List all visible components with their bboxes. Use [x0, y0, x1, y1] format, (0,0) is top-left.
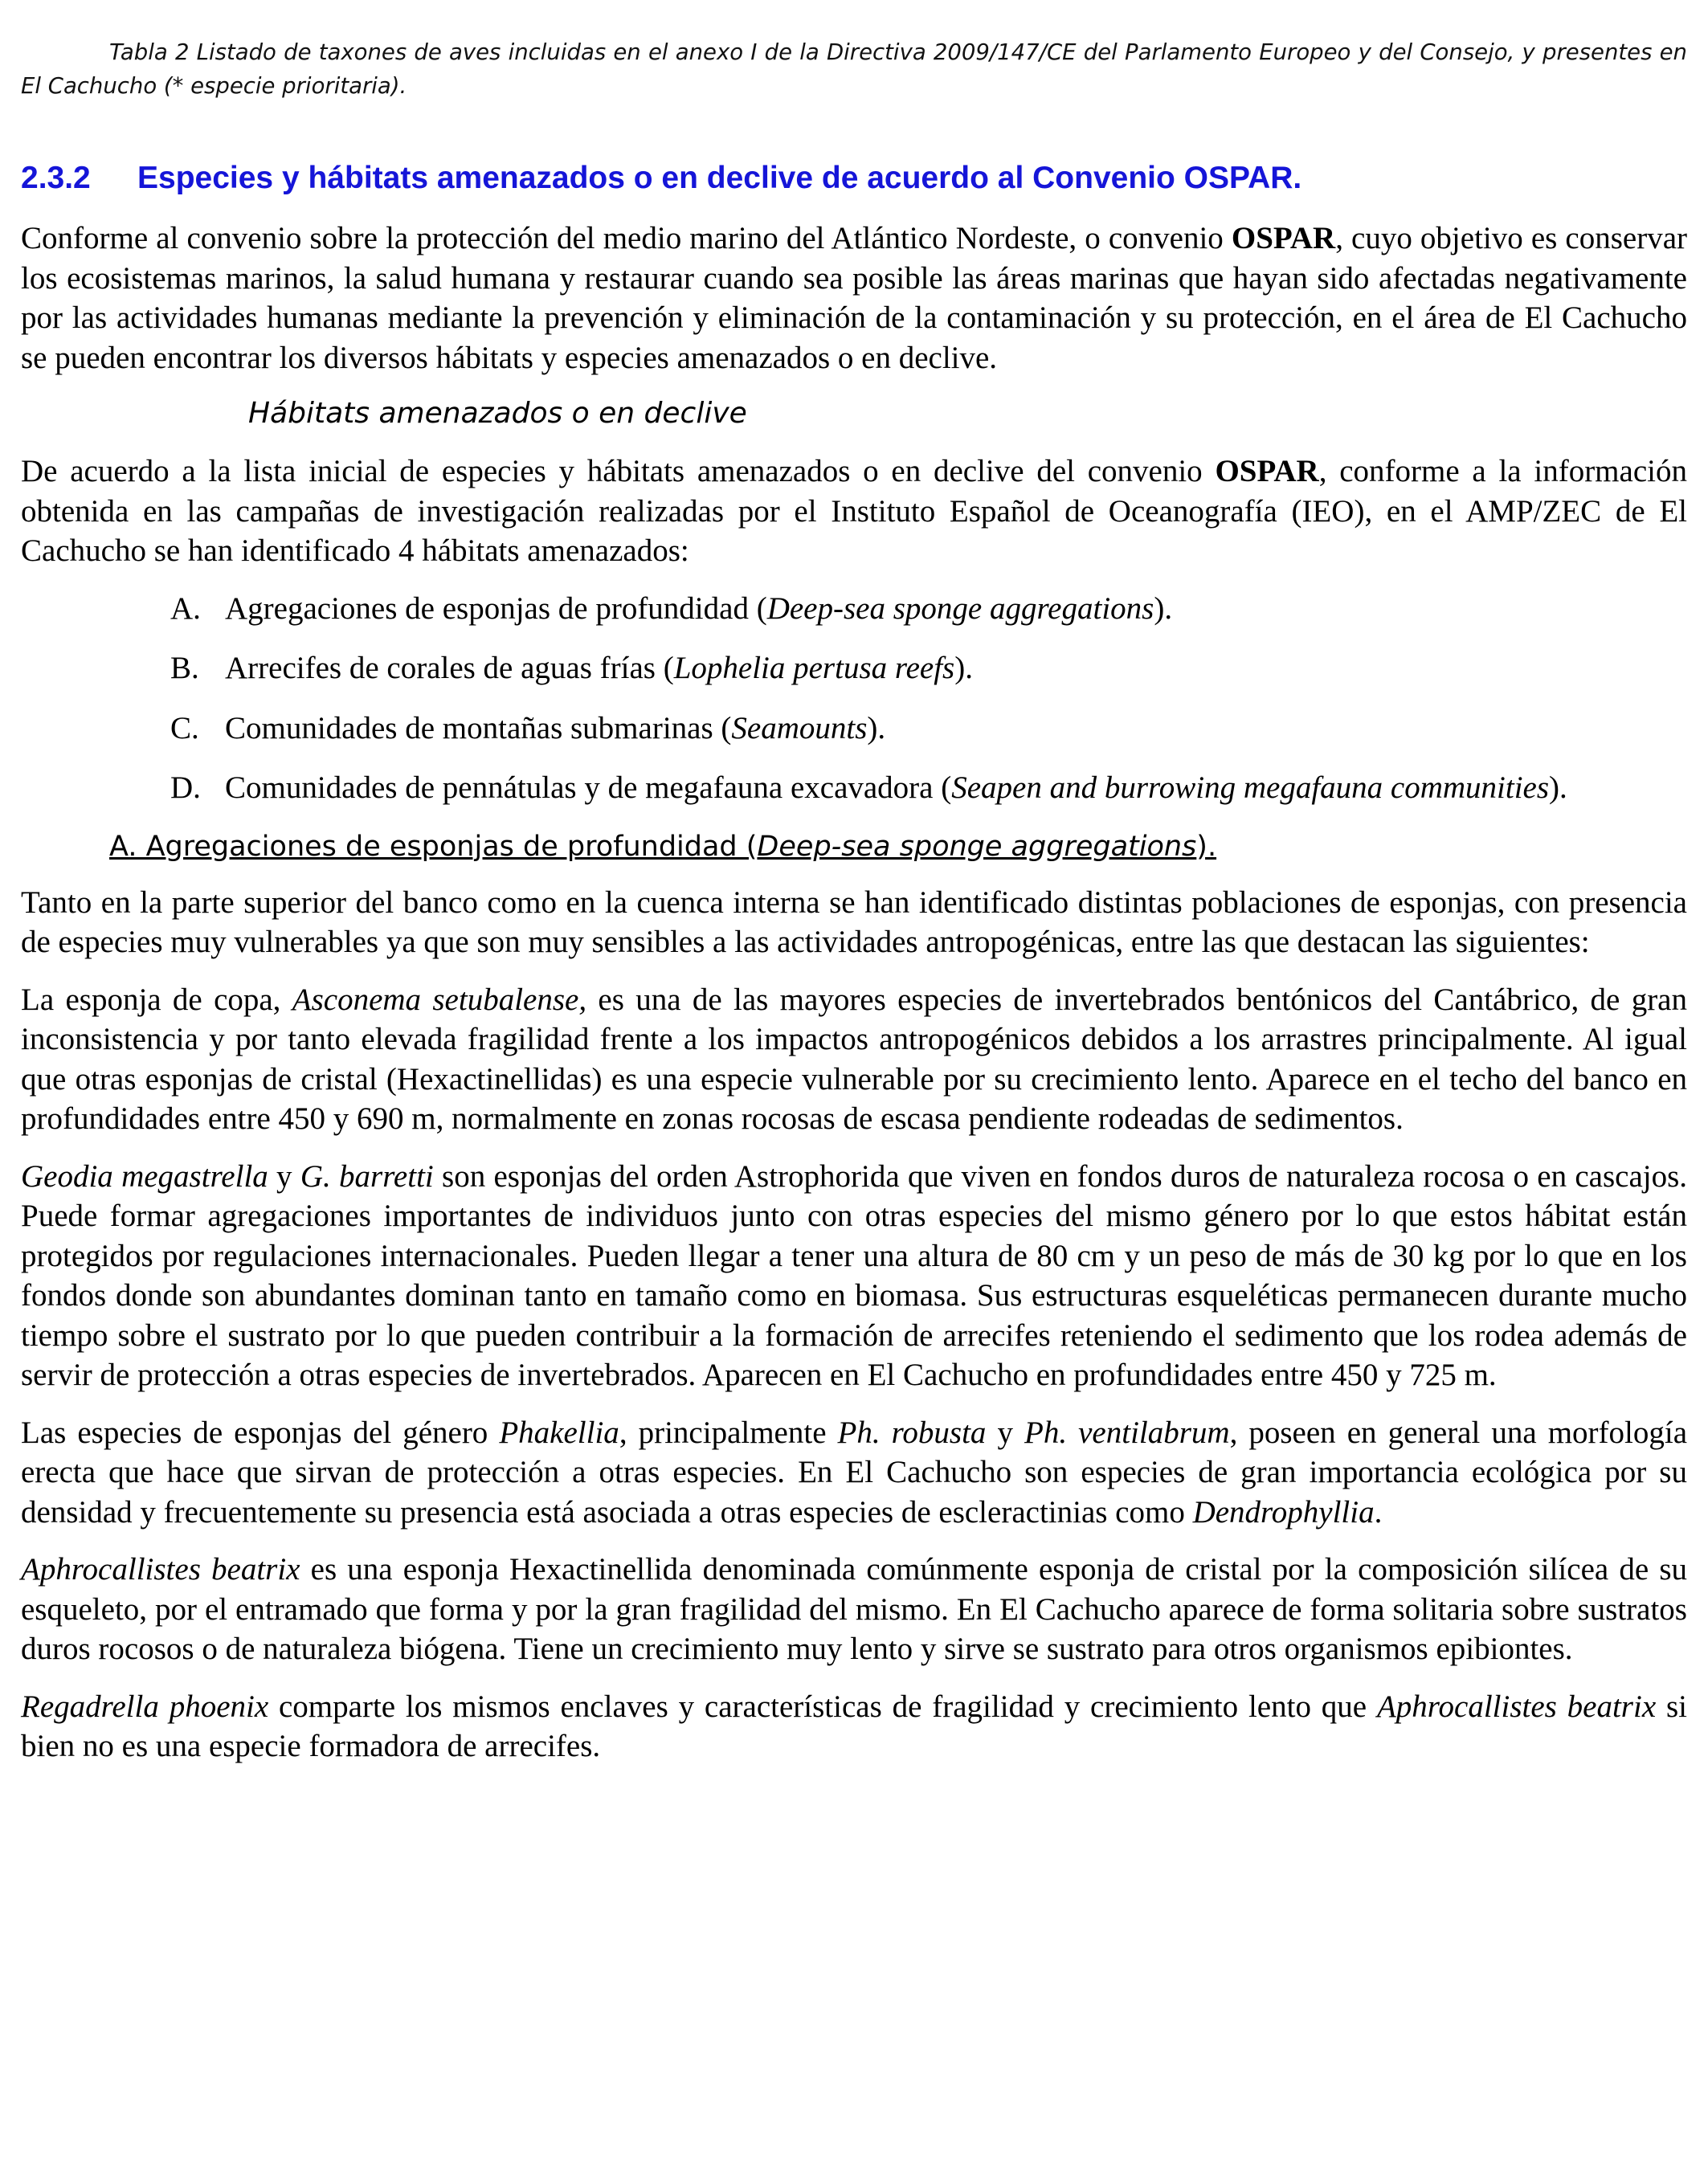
habitat-latin: Deep-sea sponge aggregations	[766, 590, 1154, 626]
habitat-item	[170, 589, 1687, 629]
habitat-end: ).	[1549, 770, 1567, 805]
habitat-item	[170, 648, 1687, 688]
species-name: Asconema setubalense,	[292, 982, 587, 1017]
intro-paragraph	[21, 219, 1687, 378]
species-name: G. barretti	[300, 1158, 434, 1194]
intro-text-1: Conforme al convenio sobre la protección del medio marino del Atlántico Nordeste, o convenio	[21, 221, 1232, 255]
habitat-item	[170, 709, 1687, 749]
habitat-latin: Lophelia pertusa reefs	[673, 651, 955, 685]
text-run: Las especies de esponjas del género	[21, 1415, 500, 1450]
species-name: Regadrella phoenix	[21, 1689, 269, 1724]
habitats-intro-paragraph	[21, 451, 1687, 571]
text-run: es una esponja Hexactinellida denominada comúnmente esponja de cristal por la composición silícea de su esqueleto, por el entramado que forma y por la gran fragilidad del mismo. En El Cachucho aparece de forma solitaria sobre sustratos duros rocosos o de naturaleza biógena. Tiene un crecimiento muy lento y sirve se sustrato para otros organismos epibiontes.	[21, 1552, 1687, 1666]
habitat-label: Comunidades de montañas submarinas (	[225, 710, 732, 745]
habitat-a-heading-text: A. Agregaciones de esponjas de profundidad (	[109, 830, 758, 863]
habitat-letter: B.	[170, 651, 199, 685]
habitats-intro-ospar: OSPAR	[1215, 454, 1319, 488]
habitat-a-heading	[109, 828, 1687, 865]
habitats-intro-text-1: De acuerdo a la lista inicial de especies y hábitats amenazados o en declive del convenio	[21, 454, 1216, 488]
habitats-subheading: Hábitats amenazados o en declive	[248, 397, 747, 430]
section-heading	[21, 159, 1687, 198]
habitat-end: ).	[867, 710, 886, 745]
habitat-text	[225, 648, 1687, 688]
habitat-a-heading-latin: Deep-sea sponge aggregations	[757, 830, 1197, 863]
species-name: Aphrocallistes beatrix	[21, 1552, 300, 1587]
species-name: Phakellia	[499, 1415, 619, 1450]
habitat-end: ).	[1154, 590, 1173, 626]
species-name: Geodia megastrella	[21, 1158, 268, 1194]
text-run: comparte los mismos enclaves y características de fragilidad y crecimiento lento que	[268, 1689, 1377, 1724]
habitat-letter: A.	[170, 590, 201, 626]
habitat-item	[170, 768, 1687, 808]
sponges-intro-paragraph: Tanto en la parte superior del banco como en la cuenca interna se han identificado distintas poblaciones de esponjas, con presencia de especies muy vulnerables ya que son muy sensibles a las actividades antropogénicas, entre las que destacan las siguientes:	[21, 884, 1687, 959]
habitat-text	[225, 709, 1687, 749]
habitat-end: ).	[954, 651, 973, 685]
habitat-letter: C.	[170, 710, 199, 745]
section-number: 2.3.2	[21, 161, 91, 195]
asconema-paragraph	[21, 980, 1687, 1139]
table-caption: Tabla 2 Listado de taxones de aves incluidas en el anexo I de la Directiva 2009/147/CE del Parlamento Europeo y del Consejo, y presentes en El Cachucho (* especie prioritaria).	[21, 39, 1687, 99]
habitat-label: Arrecifes de corales de aguas frías (	[225, 651, 674, 685]
habitat-text	[225, 589, 1687, 629]
habitat-label: Comunidades de pennátulas y de megafauna excavadora (	[225, 770, 952, 805]
habitat-letter: D.	[170, 770, 201, 805]
habitat-latin: Seamounts	[731, 710, 868, 745]
text-run: , principalmente	[619, 1415, 838, 1450]
habitat-text	[225, 768, 1687, 808]
geodia-paragraph	[21, 1157, 1687, 1395]
text-run: .	[1374, 1494, 1383, 1530]
habitat-latin: Seapen and burrowing megafauna communities	[951, 770, 1550, 805]
species-name: Ph. robusta	[837, 1415, 987, 1450]
habitats-intro-text-2: , conforme a la información obtenida en las campañas de investigación realizadas por el Instituto Español de Oceanografía (IEO), en el AMP/ZEC de El Cachucho se han identificado 4 hábitats amenazados:	[21, 454, 1687, 568]
intro-ospar: OSPAR	[1231, 221, 1336, 255]
species-name: Ph. ventilabrum	[1024, 1415, 1230, 1450]
text-run: si bien no es una especie formadora de arrecifes.	[21, 1689, 1687, 1763]
phakellia-paragraph	[21, 1413, 1687, 1533]
habitats-list	[21, 589, 1687, 808]
regadrella-paragraph	[21, 1687, 1687, 1767]
habitat-a-heading-end: ).	[1196, 830, 1217, 863]
aphrocallistes-paragraph	[21, 1550, 1687, 1669]
text-run: y	[986, 1415, 1024, 1450]
intro-text-2: , cuyo objetivo es conservar los ecosistemas marinos, la salud humana y restaurar cuando sea posible las áreas marinas que hayan sido afectadas negativamente por las actividades humanas mediante la prevención y eliminación de la contaminación y su protección, en el área de El Cachucho se pueden encontrar los diversos hábitats y especies amenazados o en declive.	[21, 221, 1687, 375]
section-title: Especies y hábitats amenazados o en declive de acuerdo al Convenio OSPAR.	[137, 161, 1302, 195]
species-name: Dendrophyllia	[1192, 1494, 1375, 1530]
habitat-label: Agregaciones de esponjas de profundidad (	[225, 590, 767, 626]
text-run: y	[268, 1158, 300, 1194]
text-run: son esponjas del orden Astrophorida que viven en fondos duros de naturaleza rocosa o en cascajos. Puede formar agregaciones importantes de individuos junto con otras especies del mismo género por lo que estos hábitat están protegidos por regulaciones internacionales. Pueden llegar a tener una altura de 80 cm y un peso de más de 30 kg por lo que en los fondos donde son abundantes dominan tanto en tamaño como en biomasa. Sus estructuras esqueléticas permanecen durante mucho tiempo sobre el sustrato por lo que pueden contribuir a la formación de arrecifes reteniendo el sedimento que los rodea además de servir de protección a otras especies de invertebrados. Aparecen en El Cachucho en profundidades entre 450 y 725 m.	[21, 1158, 1688, 1392]
text-run: es una de las mayores especies de invertebrados bentónicos del Cantábrico, de gran inconsistencia y por tanto elevada fragilidad frente a los impactos antropogénicos debidos a los arrastres principalmente. Al igual que otras esponjas de cristal (Hexactinellidas) es una especie vulnerable por su crecimiento lento. Aparece en el techo del banco en profundidades entre 450 y 690 m, normalmente en zonas rocosas de escasa pendiente rodeadas de sedimentos.	[21, 982, 1687, 1136]
text-run: , poseen en general una morfología erecta que hace que sirvan de protección a otras especies. En El Cachucho son especies de gran importancia ecológica por su densidad y frecuentemente su presencia está asociada a otras especies de escleractinias como	[21, 1415, 1688, 1530]
species-name: Aphrocallistes beatrix	[1376, 1689, 1657, 1724]
text-run: La esponja de copa,	[21, 982, 292, 1017]
